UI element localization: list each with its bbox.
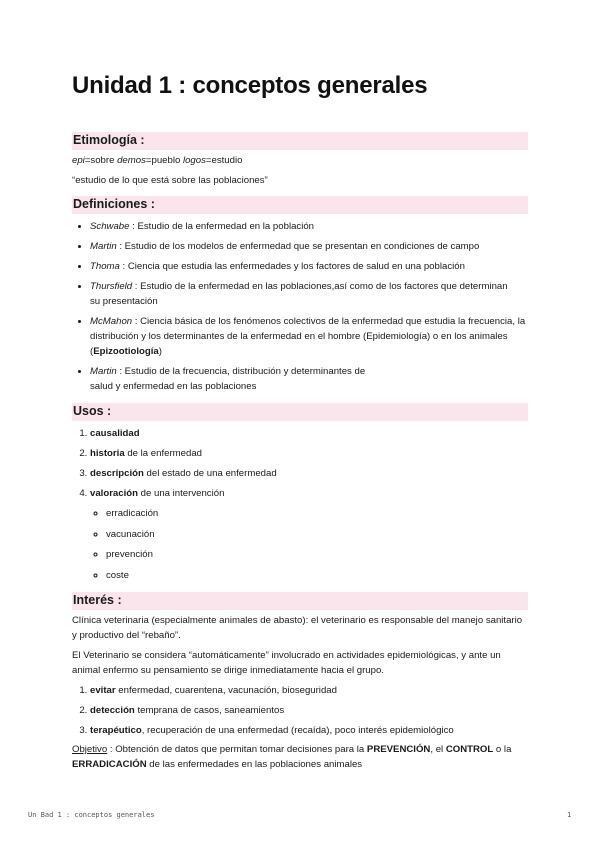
text: , el bbox=[430, 744, 446, 755]
author-name: Martin bbox=[90, 241, 117, 252]
text: de las enfermedades en las poblaciones animales bbox=[146, 759, 363, 770]
list-item bbox=[90, 486, 528, 583]
text: enfermedad, cuarentena, vacunación, bioseguridad bbox=[115, 685, 337, 696]
bold-term: PREVENCIÓN bbox=[366, 744, 431, 755]
author-name: Martin bbox=[90, 366, 117, 377]
text: temprana de casos, saneamientos bbox=[134, 705, 285, 716]
list-item: ◦ erradicación bbox=[106, 506, 528, 521]
list-item bbox=[90, 364, 528, 394]
list-item bbox=[90, 279, 528, 309]
text: de la enfermedad bbox=[124, 448, 202, 459]
page-number: 1 bbox=[567, 811, 572, 819]
author-name: Schwabe bbox=[90, 221, 130, 232]
author-name: Thursfield bbox=[90, 281, 133, 292]
bold-term: valoración bbox=[90, 488, 138, 499]
bold-term: CONTROL bbox=[445, 744, 494, 755]
author-name: Thoma bbox=[90, 261, 120, 272]
section-definiciones bbox=[72, 196, 528, 399]
bold-term: terapéutico bbox=[90, 725, 142, 736]
text: : Estudio de los modelos de enfermedad que se presentan en condiciones de campo bbox=[116, 241, 480, 252]
term-demos: demos bbox=[117, 155, 146, 166]
text: : Ciencia básica de los fenómenos colectivos de la enfermedad que estudia la frecuencia, la distribución y los determinantes de la enfermedad en el hombre (Epidemiología) o en los animales ( bbox=[90, 316, 526, 357]
section-etimologia bbox=[72, 132, 528, 188]
bold-term: ERRADICACIÓN bbox=[72, 759, 147, 770]
interes-paragraph-2: El Veterinario se considera “automáticamente” involucrado en actividades epidemiológicas, y ante un animal enfermo su pensamiento se dirige inmediatamente hacia el grupo. bbox=[72, 650, 501, 676]
text: =pueblo bbox=[145, 155, 183, 166]
bold-term: evitar bbox=[90, 685, 116, 696]
text: =estudio bbox=[205, 155, 243, 166]
objetivo-paragraph bbox=[72, 742, 528, 772]
text: : Estudio de la frecuencia, distribución y determinantes de salud y enfermedad en las poblaciones bbox=[90, 366, 366, 392]
text: : Estudio de la enfermedad en las poblaciones,así como de los factores que determinan su presentación bbox=[90, 281, 508, 307]
page-title: Unidad 1 : conceptos generales bbox=[72, 72, 428, 99]
list-item bbox=[90, 259, 528, 274]
list-item bbox=[90, 219, 528, 234]
section-heading-etimologia: Etimología : bbox=[72, 132, 528, 150]
bold-term: causalidad bbox=[90, 428, 140, 439]
term-logos: logos bbox=[182, 155, 206, 166]
section-interes bbox=[72, 592, 528, 772]
list-item: ◦ vacunación bbox=[106, 527, 528, 542]
section-heading-usos: Usos : bbox=[72, 403, 528, 421]
usos-list bbox=[72, 426, 528, 583]
text: : Obtención de datos que permitan tomar decisiones para la bbox=[107, 744, 367, 755]
text: =sobre bbox=[84, 155, 118, 166]
list-item bbox=[90, 446, 528, 461]
text: , recuperación de una enfermedad (recaída), poco interés epidemiológico bbox=[141, 725, 454, 736]
interes-paragraph-1: Clínica veterinaria (especialmente animales de abasto): el veterinario es responsable del manejo sanitario y productivo del “rebaño”. bbox=[72, 615, 523, 641]
etimologia-line-1 bbox=[72, 153, 528, 168]
definiciones-list bbox=[72, 219, 528, 394]
text: ) bbox=[158, 346, 162, 357]
list-item bbox=[90, 683, 528, 698]
bold-term: historia bbox=[90, 448, 125, 459]
text: de una intervención bbox=[138, 488, 225, 499]
text: del estado de una enfermedad bbox=[143, 468, 277, 479]
section-usos bbox=[72, 403, 528, 588]
list-item bbox=[90, 314, 528, 359]
bold-term: detección bbox=[90, 705, 135, 716]
list-item bbox=[90, 239, 528, 254]
list-item bbox=[90, 466, 528, 481]
list-item bbox=[90, 723, 528, 738]
list-item: ◦ prevención bbox=[106, 547, 528, 562]
usos-sublist bbox=[90, 506, 528, 583]
text: o la bbox=[493, 744, 512, 755]
text: : Ciencia que estudia las enfermedades y los factores de salud en una población bbox=[119, 261, 465, 272]
term-epi: epi bbox=[72, 155, 85, 166]
list-item: ◦ coste bbox=[106, 568, 528, 583]
etimologia-line-2: “estudio de lo que está sobre las poblaciones” bbox=[72, 175, 268, 186]
bold-term: Epizootiología bbox=[93, 346, 159, 357]
list-item bbox=[90, 426, 528, 441]
list-item bbox=[90, 703, 528, 718]
author-name: McMahon bbox=[90, 316, 133, 327]
section-heading-interes: Interés : bbox=[72, 592, 528, 610]
text: : Estudio de la enfermedad en la población bbox=[129, 221, 315, 232]
objetivo-label: Objetivo bbox=[72, 744, 108, 755]
footer-title: Un Bad 1 : conceptos generales bbox=[28, 811, 155, 819]
section-heading-definiciones: Definiciones : bbox=[72, 196, 528, 214]
bold-term: descripción bbox=[90, 468, 144, 479]
interes-list bbox=[72, 683, 528, 738]
